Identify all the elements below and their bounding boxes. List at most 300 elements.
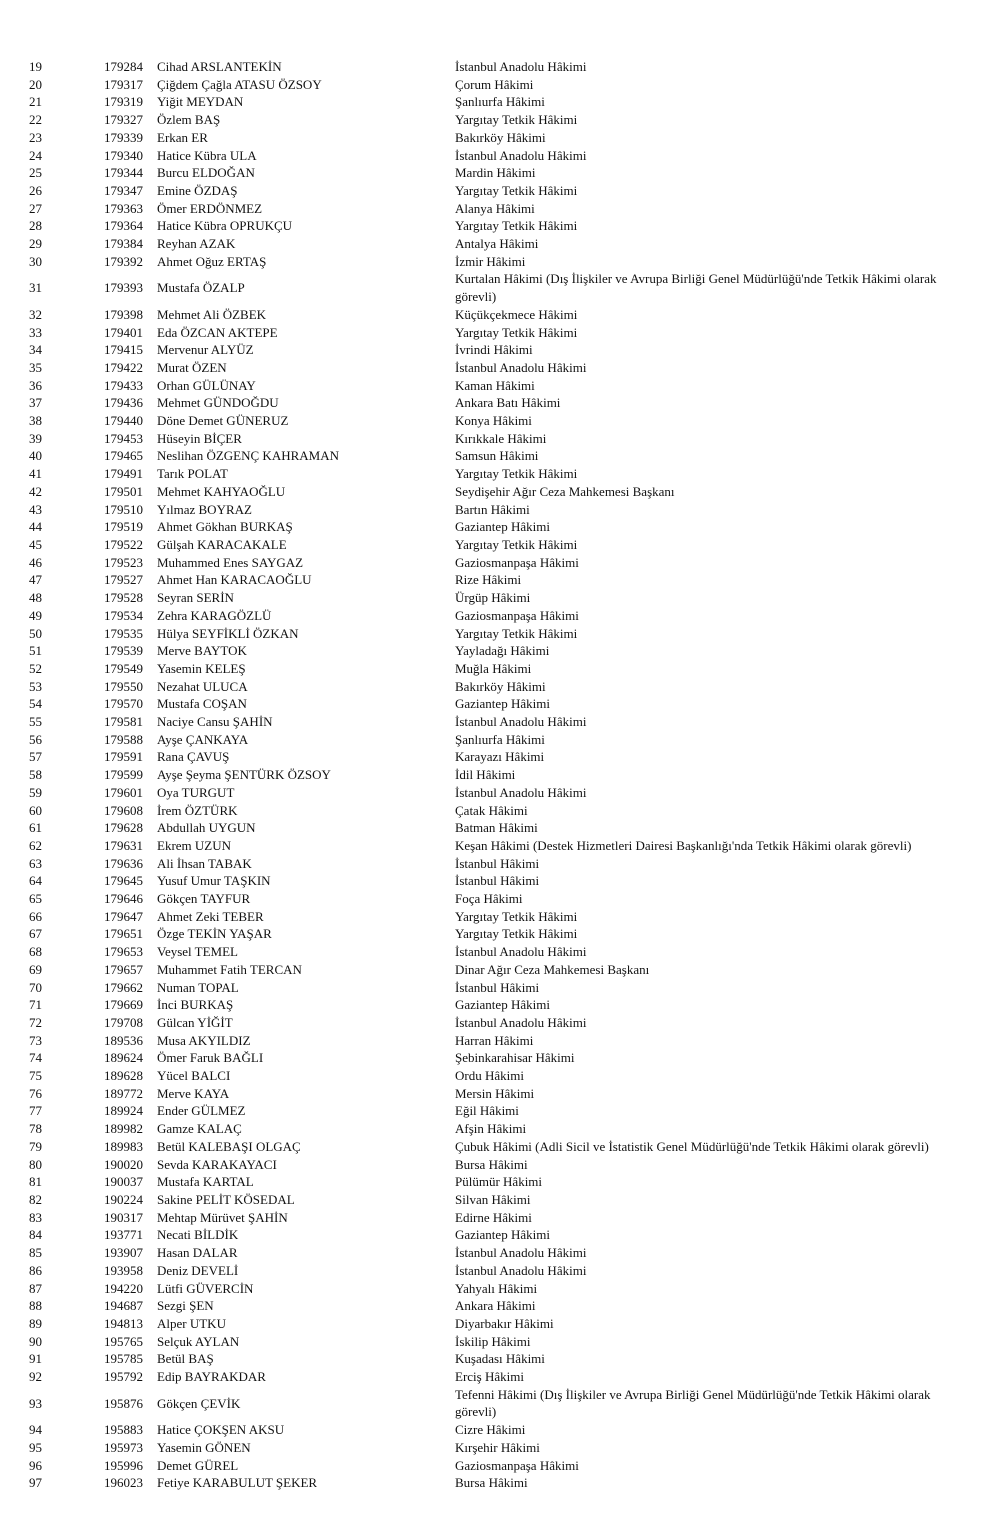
judge-name: Oya TURGUT: [157, 784, 235, 800]
row-number: 91: [29, 1351, 42, 1367]
judge-name: Muhammet Fatih TERCAN: [157, 961, 302, 977]
sicil-number: 179645: [104, 873, 143, 889]
judge-name: Nezahat ULUCA: [157, 678, 248, 694]
table-row: [0, 766, 950, 784]
judge-name: Ahmet Gökhan BURKAŞ: [157, 519, 293, 535]
table-row: [0, 465, 950, 483]
duty-station: İstanbul Anadolu Hâkimi: [455, 59, 587, 74]
duty-station: Edirne Hâkimi: [455, 1209, 532, 1225]
row-number: 22: [29, 112, 42, 128]
duty-station: Gaziantep Hâkimi: [455, 696, 550, 712]
table-row: [0, 837, 950, 855]
sicil-number: 193958: [104, 1262, 143, 1278]
table-row: [0, 855, 950, 873]
judge-name: Emine ÖZDAŞ: [157, 182, 238, 198]
table-row: [0, 58, 950, 76]
judge-name: Mehmet Ali ÖZBEK: [157, 306, 267, 322]
judge-name: Betül KALEBAŞI OLGAÇ: [157, 1138, 301, 1154]
row-number: 84: [29, 1227, 42, 1243]
duty-station: Gaziosmanpaşa Hâkimi: [455, 554, 579, 570]
sicil-number: 179339: [104, 129, 143, 145]
duty-station: Ankara Hâkimi: [455, 1298, 536, 1314]
duty-station: Muğla Hâkimi: [455, 660, 532, 676]
judge-name: Musa AKYILDIZ: [157, 1032, 251, 1048]
sicil-number: 189628: [104, 1068, 143, 1084]
table-row: [0, 1350, 950, 1368]
table-row: [0, 200, 950, 218]
row-number: 36: [29, 377, 42, 393]
sicil-number: 179657: [104, 961, 143, 977]
judge-name: Ali İhsan TABAK: [157, 855, 252, 871]
table-row: [0, 1209, 950, 1227]
row-number: 61: [29, 820, 42, 836]
duty-station: Harran Hâkimi: [455, 1032, 534, 1048]
table-row: [0, 1386, 950, 1421]
row-number: 62: [29, 837, 42, 853]
table-row: [0, 1297, 950, 1315]
row-number: 35: [29, 359, 42, 375]
sicil-number: 179534: [104, 607, 143, 623]
sicil-number: 179653: [104, 944, 143, 960]
table-row: [0, 642, 950, 660]
sicil-number: 179392: [104, 253, 143, 269]
table-row: [0, 129, 950, 147]
table-row: [0, 1421, 950, 1439]
sicil-number: 190037: [104, 1174, 143, 1190]
judge-name: Orhan GÜLÜNAY: [157, 377, 256, 393]
sicil-number: 179384: [104, 236, 143, 252]
duty-station: Yayladağı Hâkimi: [455, 643, 550, 659]
row-number: 69: [29, 961, 42, 977]
table-row: [0, 695, 950, 713]
table-row: [0, 554, 950, 572]
duty-station: İstanbul Anadolu Hâkimi: [455, 784, 587, 800]
sicil-number: 179347: [104, 182, 143, 198]
row-number: 46: [29, 554, 42, 570]
table-row: [0, 660, 950, 678]
table-row: [0, 1244, 950, 1262]
duty-station: İstanbul Hâkimi: [455, 979, 540, 995]
table-row: [0, 943, 950, 961]
row-number: 59: [29, 784, 42, 800]
table-row: [0, 1368, 950, 1386]
sicil-number: 195883: [104, 1422, 143, 1438]
duty-station: Mersin Hâkimi: [455, 1085, 535, 1101]
duty-station: Ürgüp Hâkimi: [455, 590, 531, 606]
sicil-number: 179319: [104, 94, 143, 110]
row-number: 74: [29, 1050, 42, 1066]
sicil-number: 195792: [104, 1369, 143, 1385]
row-number: 32: [29, 306, 42, 322]
duty-station: Rize Hâkimi: [455, 572, 522, 588]
judge-name: Gökçen ÇEVİK: [157, 1395, 241, 1411]
sicil-number: 179501: [104, 483, 143, 499]
duty-station: İdil Hâkimi: [455, 767, 516, 783]
table-row: [0, 819, 950, 837]
row-number: 70: [29, 979, 42, 995]
judge-name: Necati BİLDİK: [157, 1227, 239, 1243]
judge-name: Hasan DALAR: [157, 1245, 238, 1261]
sicil-number: 179327: [104, 112, 143, 128]
duty-station: Bakırköy Hâkimi: [455, 678, 546, 694]
table-body: [0, 58, 950, 1492]
row-number: 41: [29, 466, 42, 482]
duty-station: Yargıtay Tetkik Hâkimi: [455, 926, 578, 942]
row-number: 97: [29, 1475, 42, 1491]
table-row: [0, 111, 950, 129]
row-number: 44: [29, 519, 42, 535]
sicil-number: 179344: [104, 165, 143, 181]
table-row: [0, 589, 950, 607]
table-row: [0, 341, 950, 359]
judge-name: Ayşe ÇANKAYA: [157, 731, 249, 747]
table-row: [0, 1474, 950, 1492]
judge-name: Hatice ÇOKŞEN AKSU: [157, 1422, 285, 1438]
duty-station: Gaziosmanpaşa Hâkimi: [455, 1457, 579, 1473]
sicil-number: 189982: [104, 1121, 143, 1137]
row-number: 49: [29, 607, 42, 623]
judge-name: Gökçen TAYFUR: [157, 891, 251, 907]
sicil-number: 189924: [104, 1103, 143, 1119]
row-number: 27: [29, 200, 42, 216]
sicil-number: 179708: [104, 1014, 143, 1030]
duty-station: Bursa Hâkimi: [455, 1475, 528, 1491]
duty-station: Yahyalı Hâkimi: [455, 1280, 538, 1296]
duty-station: Şanlıurfa Hâkimi: [455, 94, 545, 110]
sicil-number: 195876: [104, 1395, 143, 1411]
judge-name: Neslihan ÖZGENÇ KAHRAMAN: [157, 448, 339, 464]
judge-name: Gülcan YİĞİT: [157, 1014, 233, 1030]
judge-name: Numan TOPAL: [157, 979, 239, 995]
table-row: [0, 518, 950, 536]
sicil-number: 179651: [104, 926, 143, 942]
sicil-number: 179284: [104, 59, 143, 74]
sicil-number: 195973: [104, 1439, 143, 1455]
row-number: 25: [29, 165, 42, 181]
table-row: [0, 377, 950, 395]
sicil-number: 179599: [104, 767, 143, 783]
row-number: 95: [29, 1439, 42, 1455]
sicil-number: 179523: [104, 554, 143, 570]
judge-name: Hülya SEYFİKLİ ÖZKAN: [157, 625, 299, 641]
table-row: [0, 76, 950, 94]
duty-station: Kurtalan Hâkimi (Dış İlişkiler ve Avrupa Birliği Genel Müdürlüğü'nde Tetkik Hâkimi olarak görevli): [455, 271, 937, 305]
table-row: [0, 1032, 950, 1050]
table-row: [0, 253, 950, 271]
judge-name: Özlem BAŞ: [157, 112, 221, 128]
judge-name: Cihad ARSLANTEKİN: [157, 59, 282, 74]
duty-station: İstanbul Anadolu Hâkimi: [455, 1014, 587, 1030]
judge-name: Mervenur ALYÜZ: [157, 342, 254, 358]
sicil-number: 179550: [104, 678, 143, 694]
row-number: 53: [29, 678, 42, 694]
sicil-number: 193771: [104, 1227, 143, 1243]
row-number: 66: [29, 908, 42, 924]
sicil-number: 179491: [104, 466, 143, 482]
judge-name: Ayşe Şeyma ŞENTÜRK ÖZSOY: [157, 767, 331, 783]
sicil-number: 179433: [104, 377, 143, 393]
judge-name: Mehtap Mürüvet ŞAHİN: [157, 1209, 288, 1225]
row-number: 43: [29, 501, 42, 517]
duty-station: Yargıtay Tetkik Hâkimi: [455, 112, 578, 128]
table-row: [0, 430, 950, 448]
judge-name: Muhammed Enes SAYGAZ: [157, 554, 304, 570]
row-number: 83: [29, 1209, 42, 1225]
table-row: [0, 908, 950, 926]
sicil-number: 179631: [104, 837, 143, 853]
judge-name: Merve BAYTOK: [157, 643, 247, 659]
row-number: 73: [29, 1032, 42, 1048]
sicil-number: 179393: [104, 280, 143, 296]
row-number: 89: [29, 1315, 42, 1331]
row-number: 80: [29, 1156, 42, 1172]
table-row: [0, 890, 950, 908]
judge-name: Mustafa ÖZALP: [157, 280, 245, 296]
judge-name: Edip BAYRAKDAR: [157, 1369, 266, 1385]
judge-name: Mustafa COŞAN: [157, 696, 247, 712]
row-number: 31: [29, 280, 42, 296]
table-row: [0, 235, 950, 253]
row-number: 77: [29, 1103, 42, 1119]
sicil-number: 179636: [104, 855, 143, 871]
judge-name: Deniz DEVELİ: [157, 1262, 239, 1278]
sicil-number: 179465: [104, 448, 143, 464]
row-number: 23: [29, 129, 42, 145]
sicil-number: 179422: [104, 359, 143, 375]
duty-station: İstanbul Anadolu Hâkimi: [455, 1245, 587, 1261]
judge-name: Sakine PELİT KÖSEDAL: [157, 1192, 295, 1207]
sicil-number: 179436: [104, 395, 143, 411]
duty-station: Gaziantep Hâkimi: [455, 519, 550, 535]
appointment-table: [0, 58, 950, 1492]
table-row: [0, 1102, 950, 1120]
table-row: [0, 1191, 950, 1209]
row-number: 76: [29, 1085, 42, 1101]
row-number: 93: [29, 1395, 42, 1411]
row-number: 21: [29, 94, 42, 110]
duty-station: Bartın Hâkimi: [455, 501, 530, 517]
sicil-number: 179628: [104, 820, 143, 836]
table-row: [0, 1014, 950, 1032]
judge-name: Ender GÜLMEZ: [157, 1103, 246, 1119]
row-number: 60: [29, 802, 42, 818]
duty-station: Diyarbakır Hâkimi: [455, 1315, 554, 1331]
duty-station: Kuşadası Hâkimi: [455, 1351, 545, 1367]
row-number: 48: [29, 590, 42, 606]
row-number: 75: [29, 1068, 42, 1084]
sicil-number: 179364: [104, 218, 143, 234]
duty-station: İstanbul Hâkimi: [455, 855, 540, 871]
judge-name: Gamze KALAÇ: [157, 1121, 242, 1137]
duty-station: Yargıtay Tetkik Hâkimi: [455, 536, 578, 552]
row-number: 88: [29, 1298, 42, 1314]
judge-name: Lütfi GÜVERCİN: [157, 1280, 254, 1296]
duty-station: İstanbul Anadolu Hâkimi: [455, 147, 587, 163]
judge-name: Reyhan AZAK: [157, 236, 236, 252]
judge-name: Veysel TEMEL: [157, 944, 238, 960]
judge-name: Yasemin KELEŞ: [157, 660, 246, 676]
sicil-number: 195785: [104, 1351, 143, 1367]
row-number: 42: [29, 483, 42, 499]
table-row: [0, 625, 950, 643]
duty-station: Seydişehir Ağır Ceza Mahkemesi Başkanı: [455, 483, 675, 499]
row-number: 51: [29, 643, 42, 659]
duty-station: Yargıtay Tetkik Hâkimi: [455, 218, 578, 234]
appointment-list: [0, 58, 1000, 1492]
judge-name: Sezgi ŞEN: [157, 1298, 214, 1314]
table-row: [0, 270, 950, 305]
judge-name: Ahmet Oğuz ERTAŞ: [157, 253, 267, 269]
judge-name: Ömer ERDÖNMEZ: [157, 200, 263, 216]
sicil-number: 179662: [104, 979, 143, 995]
sicil-number: 194220: [104, 1280, 143, 1296]
judge-name: Eda ÖZCAN AKTEPE: [157, 324, 278, 340]
judge-name: Abdullah UYGUN: [157, 820, 256, 836]
row-number: 47: [29, 572, 42, 588]
duty-station: Gaziantep Hâkimi: [455, 997, 550, 1013]
row-number: 94: [29, 1422, 42, 1438]
judge-name: Rana ÇAVUŞ: [157, 749, 230, 765]
row-number: 34: [29, 342, 42, 358]
sicil-number: 194813: [104, 1315, 143, 1331]
row-number: 63: [29, 855, 42, 871]
duty-station: İskilip Hâkimi: [455, 1333, 531, 1349]
duty-station: Tefenni Hâkimi (Dış İlişkiler ve Avrupa Birliği Genel Müdürlüğü'nde Tetkik Hâkimi olarak görevli): [455, 1386, 931, 1420]
row-number: 38: [29, 413, 42, 429]
judge-name: Merve KAYA: [157, 1085, 230, 1101]
duty-station: Gaziosmanpaşa Hâkimi: [455, 607, 579, 623]
sicil-number: 179340: [104, 147, 143, 163]
duty-station: Pülümür Hâkimi: [455, 1174, 543, 1190]
table-row: [0, 1156, 950, 1174]
sicil-number: 179527: [104, 572, 143, 588]
table-row: [0, 1173, 950, 1191]
duty-station: Küçükçekmece Hâkimi: [455, 306, 578, 322]
judge-name: Selçuk AYLAN: [157, 1333, 240, 1349]
judge-name: Yasemin GÖNEN: [157, 1439, 251, 1455]
duty-station: Şebinkarahisar Hâkimi: [455, 1050, 575, 1066]
row-number: 68: [29, 944, 42, 960]
duty-station: Karayazı Hâkimi: [455, 749, 545, 765]
row-number: 58: [29, 767, 42, 783]
table-row: [0, 217, 950, 235]
judge-name: Seyran SERİN: [157, 590, 234, 606]
table-row: [0, 359, 950, 377]
judge-name: Tarık POLAT: [157, 466, 228, 482]
duty-station: Şanlıurfa Hâkimi: [455, 731, 545, 747]
sicil-number: 179539: [104, 643, 143, 659]
row-number: 78: [29, 1121, 42, 1137]
duty-station: İstanbul Anadolu Hâkimi: [455, 1262, 587, 1278]
judge-name: Mustafa KARTAL: [157, 1174, 254, 1190]
duty-station: Kırıkkale Hâkimi: [455, 430, 547, 446]
row-number: 81: [29, 1174, 42, 1190]
row-number: 67: [29, 926, 42, 942]
table-row: [0, 979, 950, 997]
sicil-number: 179522: [104, 536, 143, 552]
duty-station: Silvan Hâkimi: [455, 1192, 531, 1207]
sicil-number: 194687: [104, 1298, 143, 1314]
row-number: 64: [29, 873, 42, 889]
judge-name: Hatice Kübra ULA: [157, 147, 257, 163]
duty-station: Batman Hâkimi: [455, 820, 538, 836]
judge-name: Alper UTKU: [157, 1315, 226, 1331]
table-row: [0, 784, 950, 802]
duty-station: İvrindi Hâkimi: [455, 342, 533, 358]
judge-name: Burcu ELDOĞAN: [157, 165, 255, 181]
sicil-number: 190020: [104, 1156, 143, 1172]
judge-name: Ömer Faruk BAĞLI: [157, 1050, 264, 1066]
duty-station: Konya Hâkimi: [455, 413, 532, 429]
sicil-number: 196023: [104, 1475, 143, 1491]
sicil-number: 179601: [104, 784, 143, 800]
row-number: 30: [29, 253, 42, 269]
judge-name: Yiğit MEYDAN: [157, 94, 244, 110]
judge-name: İrem ÖZTÜRK: [157, 802, 238, 818]
row-number: 71: [29, 997, 42, 1013]
sicil-number: 179535: [104, 625, 143, 641]
row-number: 86: [29, 1262, 42, 1278]
row-number: 40: [29, 448, 42, 464]
duty-station: Alanya Hâkimi: [455, 200, 535, 216]
table-row: [0, 1315, 950, 1333]
table-row: [0, 678, 950, 696]
sicil-number: 195996: [104, 1457, 143, 1473]
table-row: [0, 536, 950, 554]
duty-station: İstanbul Hâkimi: [455, 873, 540, 889]
table-row: [0, 306, 950, 324]
row-number: 96: [29, 1457, 42, 1473]
duty-station: Yargıtay Tetkik Hâkimi: [455, 625, 578, 641]
judge-name: Gülşah KARACAKALE: [157, 536, 287, 552]
duty-station: Keşan Hâkimi (Destek Hizmetleri Dairesi Başkanlığı'nda Tetkik Hâkimi olarak görevli): [455, 837, 912, 853]
judge-name: Hüseyin BİÇER: [157, 430, 242, 446]
sicil-number: 193907: [104, 1245, 143, 1261]
sicil-number: 179591: [104, 749, 143, 765]
table-row: [0, 93, 950, 111]
table-row: [0, 961, 950, 979]
table-row: [0, 501, 950, 519]
duty-station: Bursa Hâkimi: [455, 1156, 528, 1172]
row-number: 92: [29, 1369, 42, 1385]
judge-name: İnci BURKAŞ: [157, 997, 234, 1013]
judge-name: Demet GÜREL: [157, 1457, 239, 1473]
duty-station: Çorum Hâkimi: [455, 76, 534, 92]
judge-name: Yusuf Umur TAŞKIN: [157, 873, 271, 889]
table-row: [0, 164, 950, 182]
row-number: 37: [29, 395, 42, 411]
judge-name: Betül BAŞ: [157, 1351, 214, 1367]
sicil-number: 190224: [104, 1192, 143, 1207]
sicil-number: 179398: [104, 306, 143, 322]
judge-name: Zehra KARAGÖZLÜ: [157, 607, 272, 623]
sicil-number: 179581: [104, 714, 143, 730]
table-row: [0, 1439, 950, 1457]
duty-station: İstanbul Anadolu Hâkimi: [455, 944, 587, 960]
sicil-number: 179317: [104, 76, 143, 92]
duty-station: İstanbul Anadolu Hâkimi: [455, 714, 587, 730]
table-row: [0, 147, 950, 165]
duty-station: Ankara Batı Hâkimi: [455, 395, 561, 411]
duty-station: İstanbul Anadolu Hâkimi: [455, 359, 587, 375]
row-number: 26: [29, 182, 42, 198]
duty-station: Gaziantep Hâkimi: [455, 1227, 550, 1243]
sicil-number: 189624: [104, 1050, 143, 1066]
row-number: 29: [29, 236, 42, 252]
judge-name: Özge TEKİN YAŞAR: [157, 926, 272, 942]
duty-station: İzmir Hâkimi: [455, 253, 526, 269]
table-row: [0, 571, 950, 589]
